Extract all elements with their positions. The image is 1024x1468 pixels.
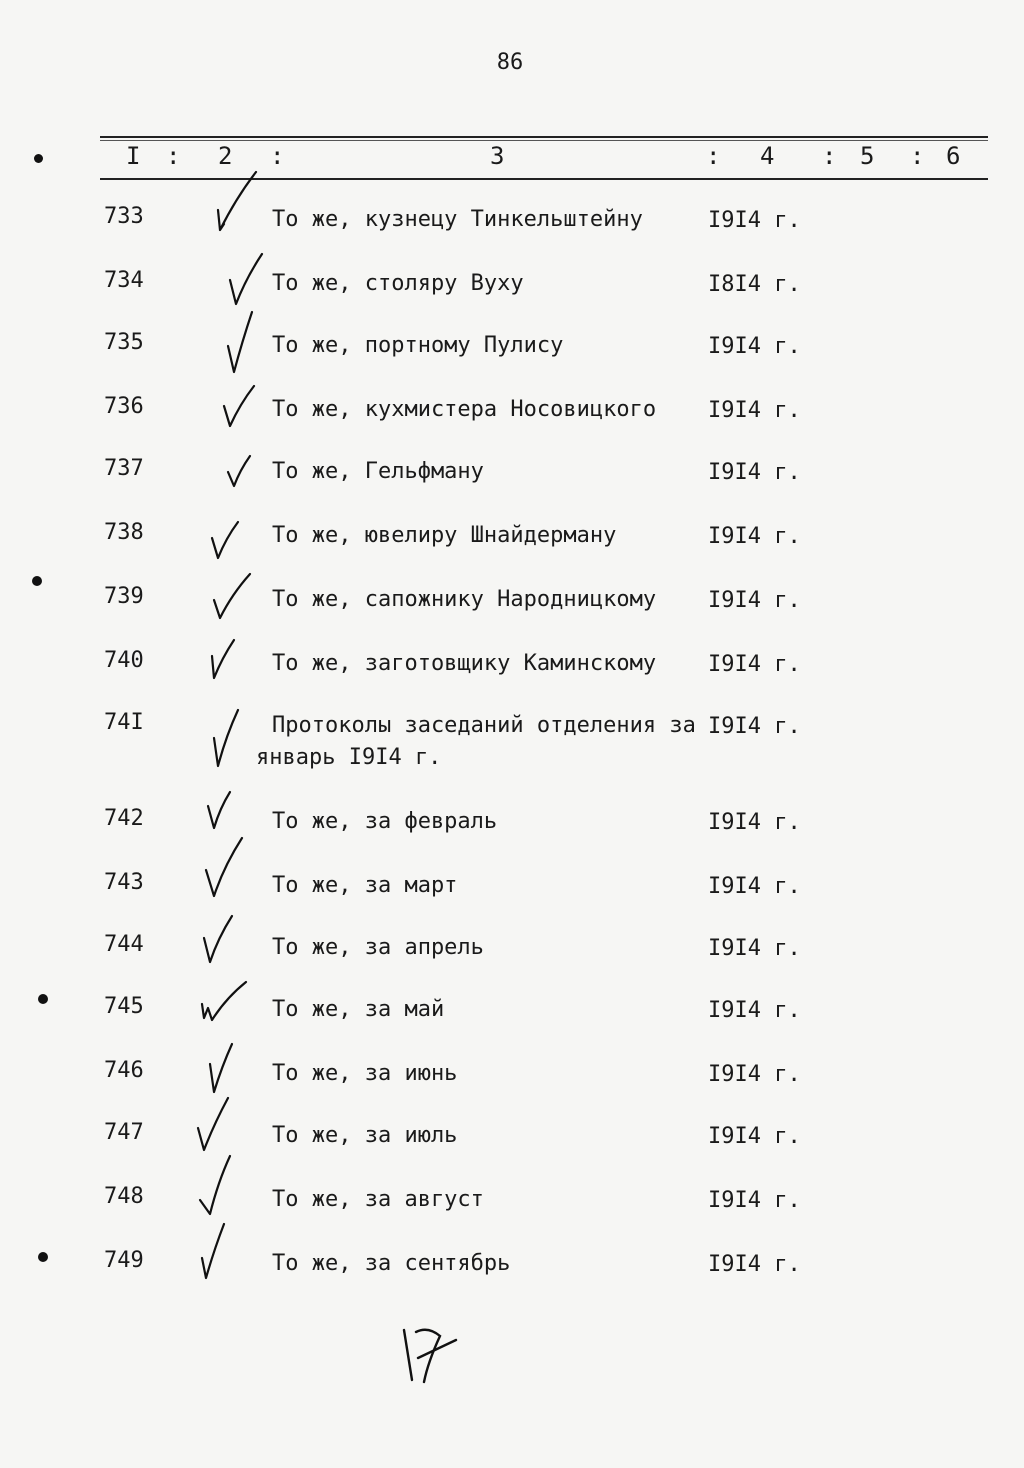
row-description: То же, за август (272, 1187, 484, 1212)
row-description: То же, портному Пулису (272, 333, 564, 358)
row-number: 738 (104, 520, 144, 545)
row-number: 743 (104, 870, 144, 895)
row-description: То же, Гельфману (272, 459, 484, 484)
checkmark-icon (222, 308, 272, 378)
row-year: I9I4 г. (708, 334, 801, 359)
row-description: То же, сапожнику Народницкому (272, 587, 657, 612)
row-number: 748 (104, 1184, 144, 1209)
row-number: 749 (104, 1248, 144, 1273)
checkmark-icon (198, 1220, 238, 1282)
row-number: 740 (104, 648, 144, 673)
page-number: 86 (496, 50, 524, 75)
checkmark-icon (224, 452, 264, 492)
row-description: То же, кузнецу Тинкельштейну (272, 207, 643, 232)
row-number: 734 (104, 268, 144, 293)
checkmark-icon (208, 706, 248, 772)
col-4-label: 4 (760, 142, 775, 170)
row-description: То же, за апрель (272, 935, 484, 960)
row-year: I9I4 г. (708, 936, 801, 961)
checkmark-icon (208, 570, 258, 626)
row-year: I9I4 г. (708, 588, 801, 613)
row-year: I9I4 г. (708, 1188, 801, 1213)
checkmark-icon (206, 636, 246, 684)
row-year: I9I4 г. (708, 652, 801, 677)
row-number: 74I (104, 710, 144, 735)
checkmark-icon (194, 1094, 238, 1154)
col-sep: : (910, 142, 925, 170)
row-description: То же, столяру Вуху (272, 271, 524, 296)
col-sep: : (706, 142, 721, 170)
checkmark-icon (206, 168, 266, 238)
checkmark-icon (218, 382, 268, 432)
col-5-label: 5 (860, 142, 875, 170)
margin-dot (38, 994, 48, 1004)
checkmark-icon (196, 978, 252, 1024)
row-description: То же, за июнь (272, 1061, 458, 1086)
handwritten-folio-number (398, 1322, 468, 1392)
row-description: То же, за сентябрь (272, 1251, 511, 1276)
margin-dot (34, 154, 43, 163)
row-year: I9I4 г. (708, 714, 801, 739)
row-year: I9I4 г. (708, 460, 801, 485)
col-sep: : (166, 142, 181, 170)
row-year: I9I4 г. (708, 208, 801, 233)
row-description: То же, за февраль (272, 809, 498, 834)
row-number: 742 (104, 806, 144, 831)
checkmark-icon (222, 250, 272, 310)
checkmark-icon (204, 1040, 244, 1096)
col-sep: : (822, 142, 837, 170)
row-year: I9I4 г. (708, 874, 801, 899)
checkmark-icon (204, 788, 244, 834)
row-number: 746 (104, 1058, 144, 1083)
col-2-label: 2 (218, 142, 233, 170)
row-description: То же, ювелиру Шнайдерману (272, 523, 617, 548)
row-number: 733 (104, 204, 144, 229)
row-year: I9I4 г. (708, 524, 801, 549)
row-year: I9I4 г. (708, 398, 801, 423)
row-year: I9I4 г. (708, 1252, 801, 1277)
row-description: То же, за июль (272, 1123, 458, 1148)
row-year: I9I4 г. (708, 1124, 801, 1149)
row-description-continued: январь I9I4 г. (256, 745, 442, 770)
row-year: I8I4 г. (708, 272, 801, 297)
col-1-label: I (126, 142, 141, 170)
row-description: То же, за май (272, 997, 445, 1022)
col-sep: : (270, 142, 285, 170)
row-number: 747 (104, 1120, 144, 1145)
checkmark-icon (200, 912, 240, 966)
margin-dot (32, 576, 42, 586)
header-rule-top-thin (100, 140, 988, 141)
checkmark-icon (208, 518, 248, 564)
header-rule-top (100, 136, 988, 138)
col-6-label: 6 (946, 142, 961, 170)
row-description: То же, заготовщику Каминскому (272, 651, 657, 676)
row-description: То же, кухмистера Носовицкого (272, 397, 657, 422)
row-description: То же, за март (272, 873, 458, 898)
row-number: 744 (104, 932, 144, 957)
row-number: 739 (104, 584, 144, 609)
col-3-label: 3 (490, 142, 505, 170)
row-number: 735 (104, 330, 144, 355)
row-year: I9I4 г. (708, 998, 801, 1023)
checkmark-icon (196, 1152, 240, 1218)
row-year: I9I4 г. (708, 1062, 801, 1087)
row-number: 745 (104, 994, 144, 1019)
margin-dot (38, 1252, 48, 1262)
checkmark-icon (202, 834, 252, 900)
row-number: 736 (104, 394, 144, 419)
row-number: 737 (104, 456, 144, 481)
row-year: I9I4 г. (708, 810, 801, 835)
row-description: Протоколы заседаний отделения за (272, 713, 696, 738)
